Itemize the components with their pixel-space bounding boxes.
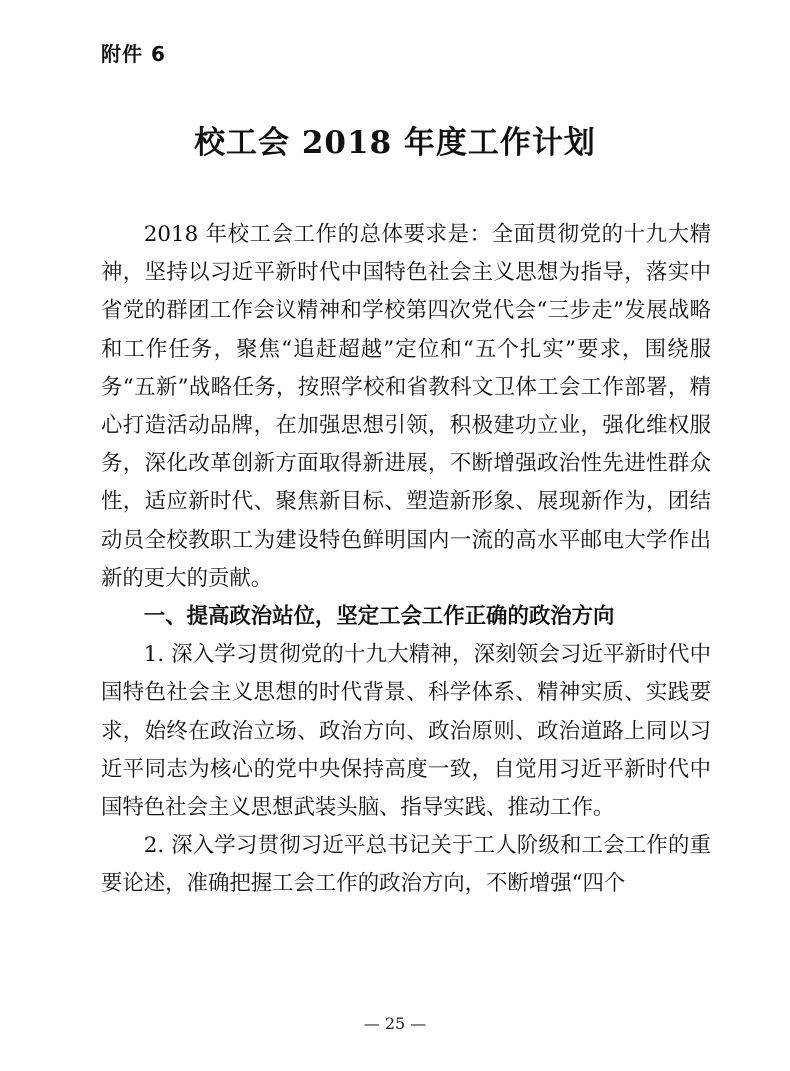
list-item-2: 2. 深入学习贯彻习近平总书记关于工人阶级和工会工作的重要论述，准确把握工会工作的政治方向，不断增强“四个: [101, 833, 711, 897]
document-title: 校工会 2018 年度工作计划: [194, 125, 596, 161]
attachment-label: 附件 6: [101, 42, 166, 66]
section-heading: 一、提高政治站位，坚定工会工作正确的政治方向: [143, 604, 615, 630]
intro-paragraph: 2018 年校工会工作的总体要求是：全面贯彻党的十九大精神，坚持以习近平新时代中国特色社会主义思想为指导，落实中省党的群团工作会议精神和学校第四次党代会“三步走”发展战略和工作任务，聚焦“追赶超越”定位和“五个扎实”要求，围绕服务“五新”战略任务，按照学校和省教科文卫体工会工作部署，精心打造活动品牌，在加强思想引领，积极建功立业，强化维权服务，深化改革创新方面取得新进展，不断增强政治性先进性群众性，适应新时代、聚焦新目标、塑造新形象、展现新作为，团结动员全校教职工为建设特色鲜明国内一流的高水平邮电大学作出新的更大的贡献。: [101, 222, 711, 591]
list-item-1: 1. 深入学习贯彻党的十九大精神，深刻领会习近平新时代中国特色社会主义思想的时代背景、科学体系、精神实质、实践要求，始终在政治立场、政治方向、政治原则、政治道路上同以习近平同志为核心的党中央保持高度一致，自觉用习近平新时代中国特色社会主义思想武装头脑、指导实践、推动工作。: [101, 642, 711, 821]
document-body: [101, 216, 711, 904]
page-number: — 25 —: [363, 1014, 427, 1033]
